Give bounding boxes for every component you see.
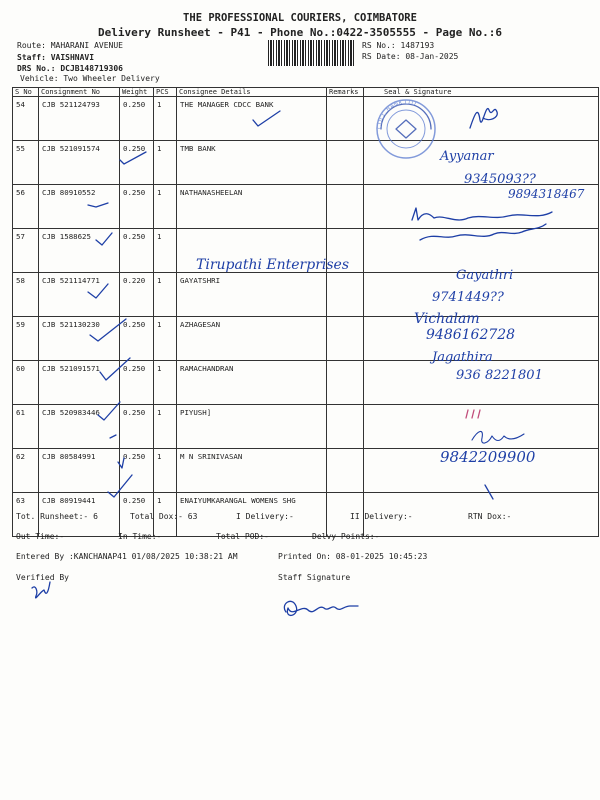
cell-sno: 60 <box>13 361 39 405</box>
cell-pcs: 1 <box>154 361 177 405</box>
cell-sno: 57 <box>13 229 39 273</box>
tot-runsheet: Tot. Runsheet:- 6 <box>16 512 98 521</box>
col-seal-signature: Seal & Signature <box>364 88 599 97</box>
cell-signature <box>364 449 599 493</box>
cell-remarks <box>327 97 364 141</box>
table-row <box>13 449 599 493</box>
cell-pcs: 1 <box>154 97 177 141</box>
cell-consignee: M N SRINIVASAN <box>177 449 327 493</box>
cell-pcs: 1 <box>154 229 177 273</box>
col-sno: S No <box>13 88 39 97</box>
cell-consignment: CJB 521114771 <box>39 273 120 317</box>
table-row <box>13 317 599 361</box>
delvy-points: Delvy Points:- <box>312 532 380 541</box>
cell-pcs: 1 <box>154 493 177 537</box>
cell-consignment: CJB 521091571 <box>39 361 120 405</box>
barcode <box>268 40 354 66</box>
printed-on: Printed On: 08-01-2025 10:45:23 <box>278 552 428 561</box>
cell-remarks <box>327 449 364 493</box>
cell-weight: 0.250 <box>120 97 154 141</box>
cell-weight: 0.250 <box>120 185 154 229</box>
cell-consignee: RAMACHANDRAN <box>177 361 327 405</box>
table-row <box>13 141 599 185</box>
cell-signature <box>364 317 599 361</box>
cell-remarks <box>327 317 364 361</box>
staff-label: Staff: VAISHNAVI <box>17 53 95 62</box>
total-dox: Total Dox:- 63 <box>130 512 198 521</box>
cell-weight: 0.250 <box>120 141 154 185</box>
i-delivery: I Delivery:- <box>236 512 294 521</box>
cell-pcs: 1 <box>154 449 177 493</box>
cell-consignment: CJB 520983446 <box>39 405 120 449</box>
col-consignee: Consignee Details <box>177 88 327 97</box>
table-row <box>13 361 599 405</box>
hw-r59-phone: 9486162728 <box>426 327 516 343</box>
table-row <box>13 229 599 273</box>
staff-signature <box>284 601 358 615</box>
ii-delivery: II Delivery:- <box>350 512 413 521</box>
route-label: Route: MAHARANI AVENUE <box>17 41 123 50</box>
hw-tirupathi: Tirupathi Enterprises <box>196 257 350 273</box>
cell-sno: 61 <box>13 405 39 449</box>
cell-sno: 55 <box>13 141 39 185</box>
cell-sno: 56 <box>13 185 39 229</box>
cell-consignment: CJB 521124793 <box>39 97 120 141</box>
hw-r55-name: Ayyanar <box>440 149 494 164</box>
cell-consignee: TMB BANK <box>177 141 327 185</box>
out-time: Out Time:- <box>16 532 65 541</box>
cell-pcs: 1 <box>154 185 177 229</box>
cell-consignment: CJB 1588625 <box>39 229 120 273</box>
cell-consignment: CJB 80584991 <box>39 449 120 493</box>
cell-pcs: 1 <box>154 405 177 449</box>
company-title: THE PROFESSIONAL COURIERS, COIMBATORE <box>183 12 417 24</box>
cell-signature <box>364 229 599 273</box>
verified-signature <box>32 582 50 598</box>
runsheet-table <box>12 87 599 537</box>
cell-signature <box>364 97 599 141</box>
cell-weight: 0.220 <box>120 273 154 317</box>
cell-consignee: THE MANAGER CDCC BANK <box>177 97 327 141</box>
hw-r59-name: Vichalam <box>414 311 480 327</box>
cell-sno: 59 <box>13 317 39 361</box>
cell-remarks <box>327 141 364 185</box>
table-row <box>13 97 599 141</box>
cell-signature <box>364 185 599 229</box>
verified-by: Verified By <box>16 573 69 582</box>
cell-sno: 54 <box>13 97 39 141</box>
cell-weight: 0.250 <box>120 449 154 493</box>
drs-number: DRS No.: DCJB148719306 <box>17 64 123 73</box>
cell-remarks <box>327 405 364 449</box>
table-row <box>13 405 599 449</box>
hw-r58-name: Gayathri <box>456 268 514 283</box>
col-consignment: Consignment No <box>39 88 120 97</box>
hw-r58-phone: 9741449?? <box>432 290 504 305</box>
cell-consignment: CJB 521130230 <box>39 317 120 361</box>
runsheet-subtitle: Delivery Runsheet - P41 - Phone No.:0422-3505555 - Page No.:6 <box>98 26 502 39</box>
cell-weight: 0.250 <box>120 361 154 405</box>
cell-sno: 62 <box>13 449 39 493</box>
cell-weight: 0.250 <box>120 493 154 537</box>
cell-consignee: GAYATSHRI <box>177 273 327 317</box>
hw-r60-name: Jagathira <box>432 350 493 365</box>
cell-consignee: NATHANASHEELAN <box>177 185 327 229</box>
svg-text:CDCC BANK LTD: CDCC BANK LTD <box>375 98 417 130</box>
vehicle-label: Vehicle: Two Wheeler Delivery <box>20 74 160 83</box>
hw-r55-phone: 9345093?? <box>464 172 536 187</box>
hw-r60-phone: 936 8221801 <box>456 368 543 383</box>
cell-weight: 0.250 <box>120 229 154 273</box>
table-row <box>13 185 599 229</box>
cell-signature <box>364 361 599 405</box>
cell-weight: 0.250 <box>120 317 154 361</box>
staff-signature-label: Staff Signature <box>278 573 351 582</box>
col-remarks: Remarks <box>327 88 364 97</box>
cell-signature <box>364 141 599 185</box>
cell-signature <box>364 273 599 317</box>
cell-pcs: 1 <box>154 273 177 317</box>
cell-consignment: CJB 80919441 <box>39 493 120 537</box>
cell-remarks <box>327 273 364 317</box>
cell-pcs: 1 <box>154 141 177 185</box>
cell-consignment: CJB 80910552 <box>39 185 120 229</box>
cell-pcs: 1 <box>154 317 177 361</box>
hw-r56-phone: 9894318467 <box>508 187 585 201</box>
cell-consignment: CJB 521091574 <box>39 141 120 185</box>
cell-consignee <box>177 229 327 273</box>
cell-remarks <box>327 361 364 405</box>
table-header-row <box>13 88 599 97</box>
rtn-dox: RTN Dox:- <box>468 512 512 521</box>
table-row <box>13 273 599 317</box>
rs-number: RS No.: 1487193 <box>362 41 435 50</box>
total-pod: Total POD:- <box>216 532 269 541</box>
cell-consignee: ENAIYUMKARANGAL WOMENS SHG <box>177 493 327 537</box>
cell-consignee: AZHAGESAN <box>177 317 327 361</box>
cell-sno: 63 <box>13 493 39 537</box>
cell-remarks <box>327 185 364 229</box>
entered-by: Entered By :KANCHANAP41 01/08/2025 10:38:21 AM <box>16 552 238 561</box>
cell-weight: 0.250 <box>120 405 154 449</box>
in-time: In Time:- <box>118 532 162 541</box>
cell-remarks <box>327 229 364 273</box>
cell-signature <box>364 405 599 449</box>
hw-r62-phone: 9842209900 <box>440 448 536 466</box>
col-pcs: PCS <box>154 88 177 97</box>
rs-date: RS Date: 08-Jan-2025 <box>362 52 459 61</box>
cell-sno: 58 <box>13 273 39 317</box>
cell-consignee: PIYUSH] <box>177 405 327 449</box>
col-weight: Weight <box>120 88 154 97</box>
